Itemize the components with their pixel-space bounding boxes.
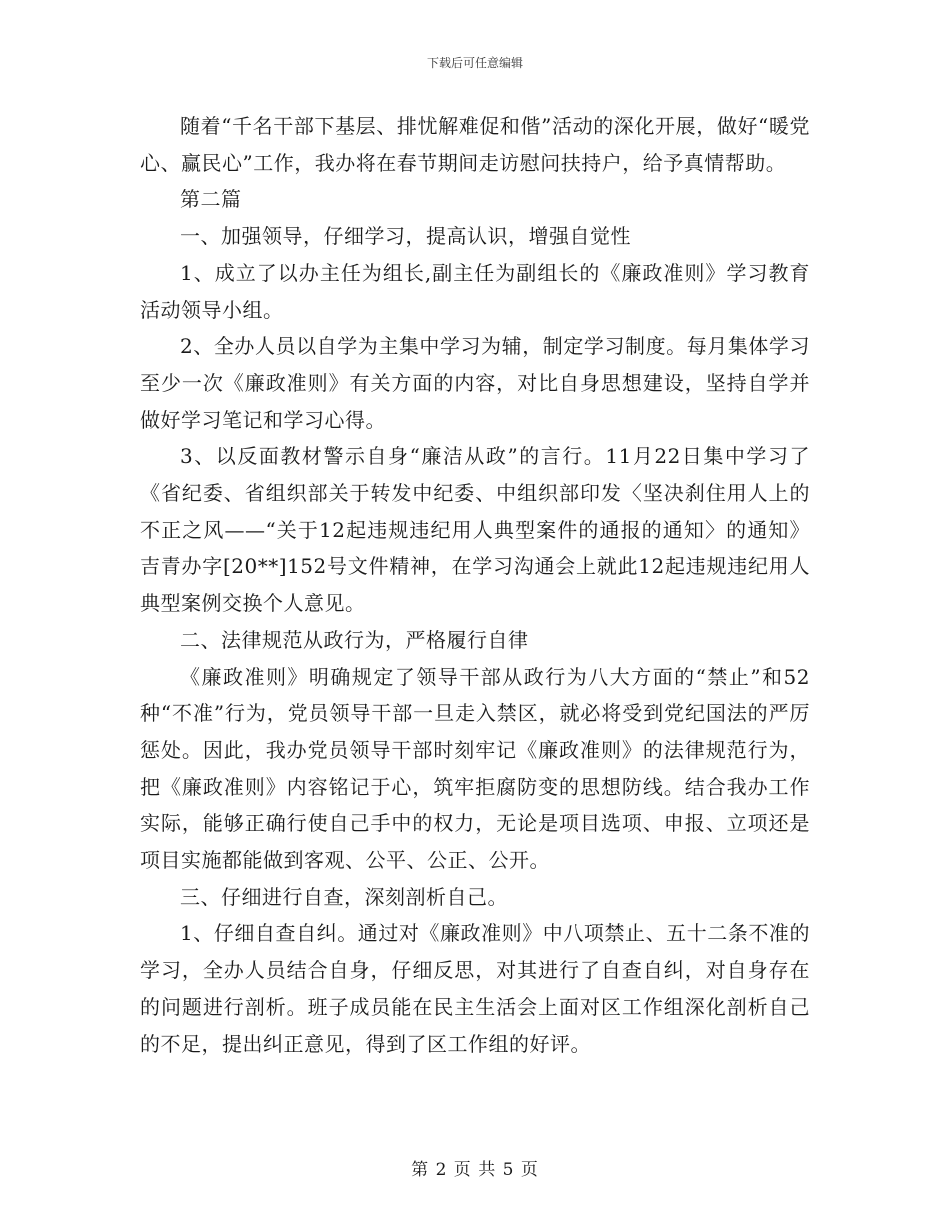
section-heading: 第二篇 — [180, 187, 242, 212]
section-heading: 二、法律规范从政行为，严格履行自律 — [180, 627, 529, 652]
page-number: 第 2 页 共 5 页 — [411, 1160, 539, 1180]
section-heading: 三、仔细进行自查，深刻剖析自己。 — [180, 884, 508, 909]
section-heading: 一、加强领导，仔细学习，提高认识，增强自觉性 — [180, 224, 631, 249]
paragraph: 《廉政准则》明确规定了领导干部从政行为八大方面的“禁止”和52种“不准”行为，党员领导干部一旦走入禁区，就必将受到党纪国法的严厉惩处。因此，我办党员领导干部时刻牢记《廉政准则》的法律规范行为，把《廉政准则》内容铭记于心，筑牢拒腐防变的思想防线。结合我办工作实际，能够正确行使自己手中的权力，无论是项目选项、申报、立项还是项目实施都能做到客观、公平、公正、公开。 — [140, 664, 810, 873]
paragraph: 3、以反面教材警示自身“廉洁从政”的言行。11月22日集中学习了《省纪委、省组织部关于转发中纪委、中组织部印发〈坚决刹住用人上的不正之风——“关于12起违规违纪用人典型案件的通报的通知〉的通知》吉青办字[20**]152号文件精神，在学习沟通会上就此12起违规违纪用人典型案例交换个人意见。 — [140, 444, 810, 616]
paragraph: 1、仔细自查自纠。通过对《廉政准则》中八项禁止、五十二条不准的学习，全办人员结合自身，仔细反思，对其进行了自查自纠，对自身存在的问题进行剖析。班子成员能在民主生活会上面对区工作组深化剖析自己的不足，提出纠正意见，得到了区工作组的好评。 — [140, 921, 810, 1056]
paragraph: 2、全办人员以自学为主集中学习为辅，制定学习制度。每月集体学习至少一次《廉政准则》有关方面的内容，对比自身思想建设，坚持自学并做好学习笔记和学习心得。 — [140, 334, 810, 432]
document-body — [140, 108, 810, 1062]
paragraph: 随着“千名干部下基层、排忧解难促和偕”活动的深化开展，做好“暖党心、赢民心”工作，我办将在春节期间走访慰问扶持户，给予真情帮助。 — [140, 114, 810, 175]
header-note: 下载后可任意编辑 — [426, 56, 523, 70]
paragraph: 1、成立了以办主任为组长,副主任为副组长的《廉政准则》学习教育活动领导小组。 — [140, 260, 810, 322]
